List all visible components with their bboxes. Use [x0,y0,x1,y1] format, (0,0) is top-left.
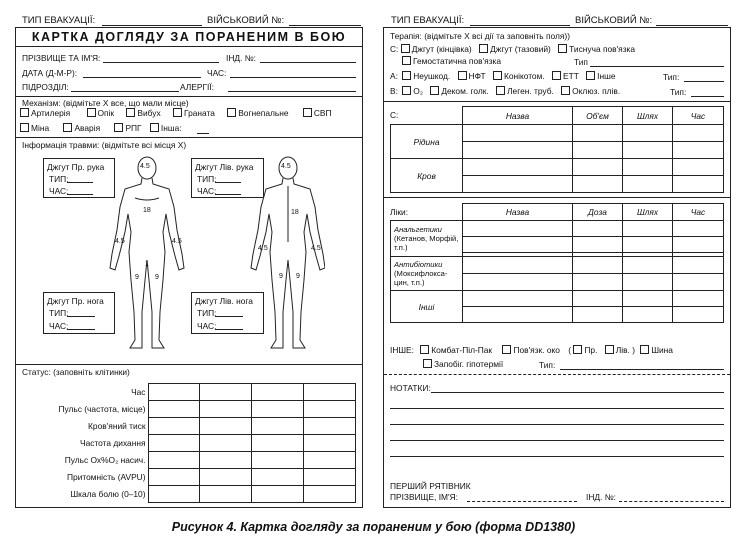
drugs-antibiotics-sub: (Моксифлокса-цин, т.п.) [394,269,448,287]
checkbox[interactable] [420,345,429,354]
mech-blast[interactable]: Вибух [126,108,160,118]
drugs-analgesics-sub: (Кетанов, Морфій, т.п.) [394,234,459,252]
checkbox[interactable] [20,123,29,132]
status-cell[interactable] [252,469,304,486]
rescuer-name-label: ПРІЗВИЩЕ, ІМ'Я: [390,492,458,502]
status-cell[interactable] [148,418,200,435]
unit-label: ПІДРОЗДІЛ: [22,82,69,92]
drugs-row [391,257,724,274]
drugs-cell[interactable] [673,274,724,291]
status-cell[interactable] [304,418,356,435]
status-cell[interactable] [304,452,356,469]
notes-line[interactable] [431,392,724,393]
status-cell[interactable] [200,486,252,503]
mech-artillery[interactable]: Артилерія [20,108,70,118]
checkbox[interactable] [605,345,614,354]
tq-time-label: ЧАС: [197,186,217,196]
status-cell[interactable] [252,418,304,435]
drugs-cell[interactable] [463,274,573,291]
ind-label: ІНД. №: [226,53,257,63]
left-military-line[interactable] [289,25,361,26]
allergy-label: АЛЕРГІЇ: [180,82,214,92]
therapy-a-cric[interactable]: Конікотом. [493,71,545,81]
tq-type-line[interactable] [67,316,95,317]
mech-mine[interactable]: Міна [20,123,49,133]
back-number-left-arm: 4.5 [311,245,321,252]
therapy-tq-limb[interactable]: Джгут (кінцівка) [401,44,472,54]
fluids-row [391,125,724,142]
drugs-cell[interactable] [623,307,673,323]
other-combat-pill-pack[interactable]: Комбат-Піл-Пак [420,345,492,355]
front-number-left-arm: 4.5 [172,238,182,245]
checkbox[interactable] [502,345,511,354]
drugs-row [391,291,724,307]
injury-label: Інформація травми: (відмітьте всі місця Х) [22,140,187,150]
status-cell[interactable] [304,486,356,503]
therapy-tq-pelvic[interactable]: Джгут (тазовий) [479,44,551,54]
notes-line[interactable] [390,440,724,441]
notes-line[interactable] [390,456,724,457]
name-label: ПРІЗВИЩЕ ТА ІМ'Я: [22,53,101,63]
drugs-other-label: Інші [391,291,463,323]
tq-type-line[interactable] [215,182,241,183]
fluids-cell[interactable] [463,125,573,142]
status-row [22,401,356,418]
tq-right-leg-label: Джгут Пр. нога [47,296,104,306]
drugs-cell[interactable] [573,307,623,323]
front-number-head: 4.5 [140,163,150,170]
status-cell[interactable] [148,384,200,401]
mech-other-line[interactable] [197,133,209,134]
rescuer-ind-line[interactable] [619,501,724,502]
checkbox[interactable] [552,71,561,80]
right-military-line[interactable] [656,25,728,26]
other-hypothermia[interactable]: Запобіг. гіпотермії [423,359,503,369]
other-paren-open: ( [568,345,572,355]
status-cell[interactable] [304,384,356,401]
mech-gunshot[interactable]: Вогнепальне [227,108,288,118]
therapy-c-label: С: [390,44,399,54]
divider [384,197,730,198]
fluids-row-label: Кров [391,159,463,193]
drugs-cell[interactable] [463,257,573,274]
drugs-cell[interactable] [673,257,724,274]
status-row [22,452,356,469]
drugs-cell[interactable] [623,237,673,253]
status-cell[interactable] [200,401,252,418]
drugs-cell[interactable] [573,291,623,307]
therapy-b-type-label: Тип: [670,87,687,97]
checkbox[interactable] [114,123,123,132]
checkbox[interactable] [458,71,467,80]
fluids-cell[interactable] [623,176,673,193]
therapy-type-line[interactable] [590,66,724,67]
front-body-figure [110,157,184,348]
status-cell[interactable] [200,384,252,401]
status-row [22,435,356,452]
status-cell[interactable] [252,452,304,469]
checkbox[interactable] [126,108,135,117]
therapy-a-npa[interactable]: НФТ [458,71,486,81]
date-line[interactable] [83,77,201,78]
tq-time-label: ЧАС: [49,186,69,196]
drugs-row [391,221,724,237]
drugs-cell[interactable] [573,274,623,291]
checkbox[interactable] [493,71,502,80]
fluids-label: С: [390,110,399,120]
drugs-cell[interactable] [463,291,573,307]
tq-type-label: ТИП: [197,308,217,318]
other-label: ІНШЕ: [390,345,414,355]
tq-type-line[interactable] [67,182,93,183]
back-number-head: 4.5 [281,163,291,170]
notes-label: НОТАТКИ: [390,383,431,393]
allergy-line[interactable] [228,91,356,92]
back-number-right-arm: 4.5 [258,245,268,252]
tq-time-line[interactable] [67,194,93,195]
left-evac-label: ТИП ЕВАКУАЦІЇ: [22,15,96,26]
checkbox[interactable] [479,44,488,53]
mech-grenade[interactable]: Граната [173,108,215,118]
right-military-label: ВІЙСЬКОВИЙ №: [575,15,653,26]
other-paren-close: ) [632,345,635,355]
fluids-header: Шлях [623,107,673,125]
left-military-label: ВІЙСЬКОВИЙ №: [207,15,285,26]
other-row [390,345,673,355]
time-line[interactable] [230,77,356,78]
status-cell[interactable] [252,486,304,503]
drugs-cell[interactable] [623,274,673,291]
front-number-right-arm: 4.5 [115,238,125,245]
status-cell[interactable] [148,469,200,486]
tq-time-line[interactable] [67,329,95,330]
checkbox[interactable] [173,108,182,117]
other-eye-shield[interactable]: Пов'язк. око [502,345,560,355]
tq-type-line[interactable] [215,316,243,317]
checkbox[interactable] [87,108,96,117]
status-cell[interactable] [252,384,304,401]
drugs-cell[interactable] [673,221,724,237]
drugs-cell[interactable] [463,237,573,253]
tq-time-line[interactable] [215,194,241,195]
checkbox[interactable] [303,108,312,117]
left-evac-line[interactable] [102,25,202,26]
therapy-b-type-line[interactable] [691,96,724,97]
status-row [22,486,356,503]
drugs-header-row [391,204,724,221]
figure-caption: Рисунок 4. Картка догляду за пораненим у бою (форма DD1380) [171,520,576,534]
other-left[interactable]: Лів. [605,345,630,355]
status-row-label: Пульс Ох%O₂ насич. [64,455,146,465]
status-row-label: Кров'яний тиск [88,421,146,431]
therapy-label: Терапія: (відмітьте Х всі дії та заповніть поля)) [390,31,571,41]
back-number-right-leg: 9 [279,273,283,280]
status-row-label: Шкала болю (0–10) [70,489,146,499]
status-label: Статус: (заповніть клітинки) [22,367,130,377]
fluids-table [390,106,724,193]
checkbox[interactable] [573,345,582,354]
status-row-label: Притомність (AVPU) [67,472,146,482]
drugs-cell[interactable] [673,307,724,323]
fluids-cell[interactable] [463,176,573,193]
card-title: КАРТКА ДОГЛЯДУ ЗА ПОРАНЕНИМ В БОЮ [16,28,362,47]
front-number-left-leg: 9 [155,274,159,281]
other-right[interactable]: Пр. [573,345,597,355]
ind-line[interactable] [260,62,356,63]
checkbox[interactable] [430,86,439,95]
checkbox[interactable] [150,123,159,132]
therapy-b-row [390,86,620,96]
status-cell[interactable] [200,418,252,435]
mech-rpg[interactable]: РПГ [114,123,141,133]
tq-left-leg-label: Джгут Лів. нога [195,296,253,306]
checkbox[interactable] [586,71,595,80]
mech-other[interactable]: Інша: [150,123,182,133]
status-cell[interactable] [252,435,304,452]
front-number-groin: 1 [145,261,149,268]
status-row [22,384,356,401]
back-number-left-leg: 9 [296,273,300,280]
drugs-cell[interactable] [673,291,724,307]
drugs-cell[interactable] [573,257,623,274]
front-number-right-leg: 9 [135,274,139,281]
fluids-cell[interactable] [623,159,673,176]
drugs-cell[interactable] [623,291,673,307]
status-cell[interactable] [252,401,304,418]
status-row [22,418,356,435]
tq-left-arm-box[interactable] [191,158,264,198]
drugs-header: Час [673,204,724,221]
therapy-a-ett[interactable]: ЕТТ [552,71,579,81]
drugs-cell[interactable] [463,307,573,323]
divider [16,364,362,365]
fluids-cell[interactable] [573,159,623,176]
therapy-a-row [390,71,616,81]
fluids-cell[interactable] [573,142,623,159]
fluids-header: Назва [463,107,573,125]
fluids-cell[interactable] [673,159,724,176]
divider [16,96,362,97]
mech-ied[interactable]: СВП [303,108,332,118]
therapy-b-chest-tube[interactable]: Леген. труб. [496,86,554,96]
checkbox[interactable] [561,86,570,95]
rescuer-title: ПЕРШИЙ РЯТІВНИК [390,481,471,491]
drugs-table [390,203,724,323]
drugs-cell[interactable] [463,221,573,237]
fluids-cell[interactable] [673,176,724,193]
checkbox[interactable] [496,86,505,95]
time-label: ЧАС: [207,68,227,78]
mechanism-row-2 [20,123,182,133]
fluids-cell[interactable] [463,159,573,176]
tq-type-label: ТИП: [49,308,69,318]
status-cell[interactable] [200,452,252,469]
fluids-cell[interactable] [573,176,623,193]
therapy-b-occlusive[interactable]: Оклюз. плів. [561,86,620,96]
fluids-header-row [391,107,724,125]
status-cell[interactable] [148,452,200,469]
checkbox[interactable] [63,123,72,132]
therapy-type-label: Тип [574,57,588,67]
therapy-a-other[interactable]: Інше [586,71,615,81]
status-row-label: Пульс (частота, місце) [58,404,146,414]
fluids-header: Час [673,107,724,125]
therapy-a-label: А: [390,71,398,81]
checkbox[interactable] [402,86,411,95]
drugs-cell[interactable] [623,257,673,274]
status-row [22,469,356,486]
checkbox[interactable] [423,359,432,368]
drugs-header: Назва [463,204,573,221]
checkbox[interactable] [227,108,236,117]
unit-line[interactable] [71,91,179,92]
checkbox[interactable] [402,56,411,65]
status-cell[interactable] [304,435,356,452]
status-row-label: Час [131,387,146,397]
date-label: ДАТА (Д-М-Р): [22,68,78,78]
fluids-header: Об'єм [573,107,623,125]
checkbox[interactable] [558,44,567,53]
status-cell[interactable] [200,435,252,452]
name-line[interactable] [103,62,219,63]
checkbox[interactable] [20,108,29,117]
drugs-antibiotics-cell [391,257,463,291]
status-cell[interactable] [304,401,356,418]
status-cell[interactable] [148,486,200,503]
tq-right-arm-box[interactable] [43,158,115,198]
therapy-hemostatic[interactable]: Гемостатична пов'язка [402,56,501,66]
fluids-cell[interactable] [623,142,673,159]
drugs-cell[interactable] [573,237,623,253]
other-type-line[interactable] [560,369,724,370]
therapy-b-o2[interactable]: О₂ [402,86,423,96]
drugs-analgesics-label: Анальгетики [394,225,442,234]
notes-line[interactable] [390,408,724,409]
tq-left-leg-box[interactable] [191,292,264,334]
rescuer-ind-label: ІНД. №: [586,492,617,502]
tq-type-label: ТИП: [49,174,69,184]
therapy-a-intact[interactable]: Неушкод. [402,71,450,81]
other-type-label: Тип: [539,360,556,370]
mechanism-label: Механізм: (відмітьте Х все, що мали місце) [22,98,189,108]
tq-right-leg-box[interactable] [43,292,115,334]
drugs-cell[interactable] [573,221,623,237]
mech-burn[interactable]: Опік [87,108,115,118]
drugs-cell[interactable] [623,221,673,237]
fluids-cell[interactable] [463,142,573,159]
fluids-cell[interactable] [673,125,724,142]
tq-right-arm-label: Джгут Пр. рука [47,162,105,172]
therapy-b-label: В: [390,86,398,96]
other-splint[interactable]: Шина [640,345,673,355]
divider [16,137,362,138]
fluids-cell[interactable] [623,125,673,142]
drugs-analgesics-cell [391,221,463,257]
tq-left-arm-label: Джгут Лів. рука [195,162,254,172]
fluids-cell[interactable] [573,125,623,142]
right-evac-label: ТИП ЕВАКУАЦІЇ: [391,15,465,26]
notes-line[interactable] [390,424,724,425]
checkbox[interactable] [401,44,410,53]
divider [384,374,730,375]
status-cell[interactable] [148,435,200,452]
therapy-b-needle[interactable]: Деком. голк. [430,86,488,96]
front-number-torso: 18 [143,207,151,214]
status-row-label: Частота дихання [80,438,146,448]
other-row-2 [423,359,503,369]
therapy-pressure-dressing[interactable]: Тиснуча пов'язка [558,44,635,54]
fluids-row [391,159,724,176]
status-table [22,383,356,503]
checkbox[interactable] [640,345,649,354]
right-evac-line[interactable] [470,25,570,26]
therapy-c-row-2 [402,56,501,66]
status-cell[interactable] [200,469,252,486]
rescuer-name-line[interactable] [467,501,577,502]
therapy-a-type-line[interactable] [684,81,724,82]
status-cell[interactable] [148,401,200,418]
therapy-c-row [390,44,635,54]
status-cell[interactable] [304,469,356,486]
tq-time-line[interactable] [215,329,243,330]
tq-time-label: ЧАС: [197,321,217,331]
therapy-a-type-label: Тип: [663,72,680,82]
drugs-cell[interactable] [673,237,724,253]
drugs-header: Шлях [623,204,673,221]
tq-type-label: ТИП: [197,174,217,184]
fluids-cell[interactable] [673,142,724,159]
drugs-header: Доза [573,204,623,221]
checkbox[interactable] [402,71,411,80]
drugs-antibiotics-label: Антибіотики [394,260,443,269]
tq-time-label: ЧАС: [49,321,69,331]
drugs-label: Ліки: [390,207,409,217]
divider [384,101,730,102]
back-number-torso: 18 [291,209,299,216]
mech-crash[interactable]: Аварія [63,123,100,133]
mechanism-row-1 [20,108,332,118]
fluids-row-label: Рідина [391,125,463,159]
